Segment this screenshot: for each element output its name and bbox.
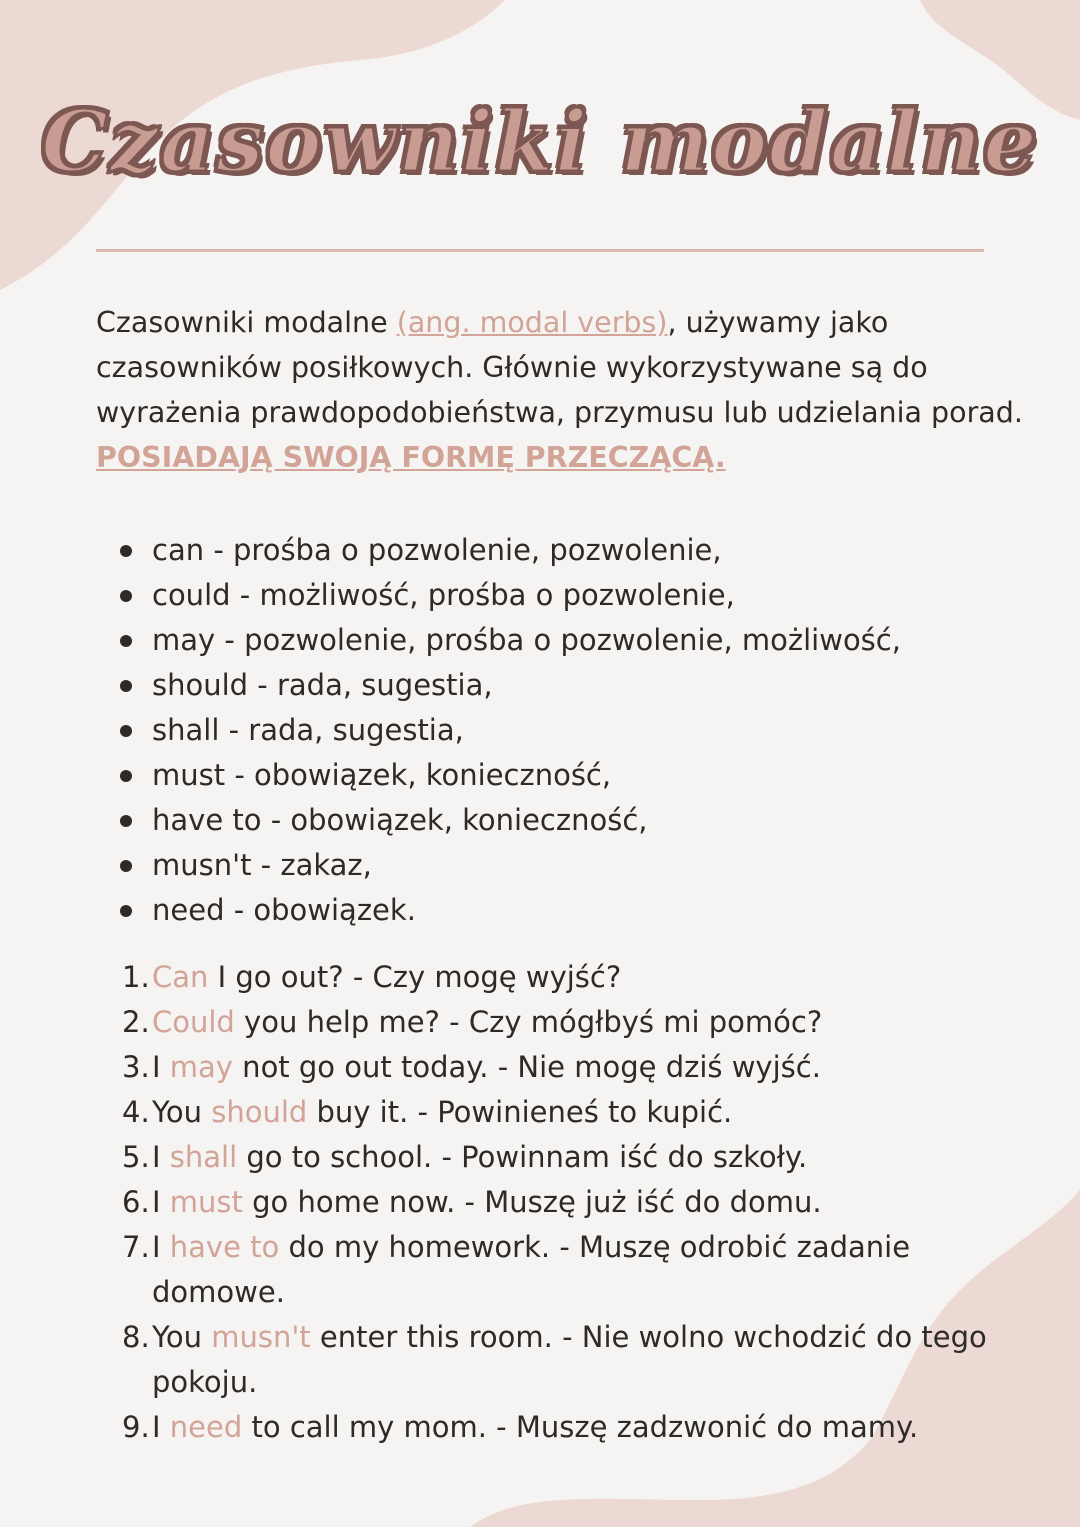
bullet-dot-icon bbox=[120, 680, 132, 692]
list-item: should - rada, sugestia, bbox=[112, 663, 901, 708]
example-number: 9. bbox=[122, 1410, 150, 1444]
bullet-dot-icon bbox=[120, 905, 132, 917]
modal-verbs-list bbox=[112, 528, 901, 933]
bullet-dot-icon bbox=[120, 590, 132, 602]
example-modal-verb: Can bbox=[152, 960, 209, 994]
bullet-dot-icon bbox=[120, 635, 132, 647]
example-rest: go to school. - Powinnam iść do szkoły. bbox=[237, 1140, 808, 1174]
example-rest: buy it. - Powinieneś to kupić. bbox=[307, 1095, 733, 1129]
verb: could bbox=[152, 578, 231, 612]
example-item bbox=[122, 1405, 1052, 1450]
example-rest: do my homework. - Muszę odrobić zadanie domowe. bbox=[152, 1230, 911, 1309]
verb: can bbox=[152, 533, 205, 567]
verb-meaning: pozwolenie, prośba o pozwolenie, możliwość, bbox=[244, 623, 901, 657]
list-item: need - obowiązek. bbox=[112, 888, 901, 933]
list-item: must - obowiązek, konieczność, bbox=[112, 753, 901, 798]
example-subject: You bbox=[152, 1095, 212, 1129]
list-item: could - możliwość, prośba o pozwolenie, bbox=[112, 573, 901, 618]
intro-emphasis: POSIADAJĄ SWOJĄ FORMĘ PRZECZĄCĄ. bbox=[96, 441, 726, 474]
example-item bbox=[122, 955, 1052, 1000]
example-item bbox=[122, 1045, 1052, 1090]
verb-meaning: rada, sugestia, bbox=[276, 668, 493, 702]
bullet-dot-icon bbox=[120, 860, 132, 872]
verb: must bbox=[152, 758, 226, 792]
example-sentences-list bbox=[122, 955, 1052, 1450]
example-modal-verb: musn't bbox=[211, 1320, 311, 1354]
example-item bbox=[122, 1180, 1052, 1225]
example-rest: enter this room. - Nie wolno wchodzić do tego pokoju. bbox=[152, 1320, 987, 1399]
example-modal-verb: may bbox=[169, 1050, 233, 1084]
example-rest: not go out today. - Nie mogę dziś wyjść. bbox=[232, 1050, 821, 1084]
example-modal-verb: shall bbox=[169, 1140, 238, 1174]
intro-paragraph bbox=[96, 300, 1036, 480]
example-modal-verb: have to bbox=[169, 1230, 280, 1264]
bullet-dot-icon bbox=[120, 770, 132, 782]
list-item: can - prośba o pozwolenie, pozwolenie, bbox=[112, 528, 901, 573]
list-item: musn't - zakaz, bbox=[112, 843, 901, 888]
example-number: 7. bbox=[122, 1230, 150, 1264]
example-item bbox=[122, 1135, 1052, 1180]
bullet-dot-icon bbox=[120, 725, 132, 737]
example-modal-verb: must bbox=[169, 1185, 243, 1219]
verb-meaning: możliwość, prośba o pozwolenie, bbox=[259, 578, 735, 612]
verb-meaning: obowiązek, konieczność, bbox=[254, 758, 612, 792]
example-number: 4. bbox=[122, 1095, 150, 1129]
verb-meaning: zakaz, bbox=[280, 848, 372, 882]
example-subject: I bbox=[152, 1185, 170, 1219]
example-rest: you help me? - Czy mógłbyś mi pomóc? bbox=[234, 1005, 823, 1039]
verb: may bbox=[152, 623, 216, 657]
example-rest: I go out? - Czy mogę wyjść? bbox=[208, 960, 622, 994]
example-subject: You bbox=[152, 1320, 212, 1354]
list-item: may - pozwolenie, prośba o pozwolenie, możliwość, bbox=[112, 618, 901, 663]
example-number: 5. bbox=[122, 1140, 150, 1174]
verb: need bbox=[152, 893, 225, 927]
page-title: Czasowniki modalne bbox=[41, 92, 1039, 191]
example-item bbox=[122, 1315, 1052, 1405]
intro-text-start: Czasowniki modalne bbox=[96, 306, 397, 339]
verb: should bbox=[152, 668, 249, 702]
example-number: 1. bbox=[122, 960, 150, 994]
example-number: 8. bbox=[122, 1320, 150, 1354]
example-subject: I bbox=[152, 1140, 170, 1174]
verb-meaning: rada, sugestia, bbox=[248, 713, 464, 747]
verb: shall bbox=[152, 713, 220, 747]
example-number: 6. bbox=[122, 1185, 150, 1219]
example-rest: go home now. - Muszę już iść do domu. bbox=[242, 1185, 822, 1219]
example-modal-verb: should bbox=[211, 1095, 308, 1129]
example-rest: to call my mom. - Muszę zadzwonić do mamy. bbox=[242, 1410, 919, 1444]
intro-english-term-link[interactable]: (ang. modal verbs) bbox=[396, 306, 668, 339]
example-subject: I bbox=[152, 1230, 170, 1264]
list-item: shall - rada, sugestia, bbox=[112, 708, 901, 753]
example-number: 3. bbox=[122, 1050, 150, 1084]
verb-meaning: prośba o pozwolenie, pozwolenie, bbox=[233, 533, 722, 567]
bullet-dot-icon bbox=[120, 545, 132, 557]
verb-meaning: obowiązek, konieczność, bbox=[290, 803, 648, 837]
verb-meaning: obowiązek. bbox=[253, 893, 416, 927]
example-item bbox=[122, 1225, 1052, 1315]
example-modal-verb: need bbox=[169, 1410, 243, 1444]
title-divider bbox=[96, 249, 984, 252]
bullet-dot-icon bbox=[120, 815, 132, 827]
verb: musn't bbox=[152, 848, 252, 882]
intro-text-body: , używamy jako czasowników posiłkowych. Głównie wykorzystywane są do wyrażenia prawdopodobieństwa, przymusu lub udzielania porad. bbox=[96, 306, 1023, 429]
example-item bbox=[122, 1090, 1052, 1135]
example-number: 2. bbox=[122, 1005, 150, 1039]
example-modal-verb: Could bbox=[152, 1005, 235, 1039]
list-item: have to - obowiązek, konieczność, bbox=[112, 798, 901, 843]
example-subject: I bbox=[152, 1410, 170, 1444]
example-item bbox=[122, 1000, 1052, 1045]
example-subject: I bbox=[152, 1050, 170, 1084]
verb: have to bbox=[152, 803, 262, 837]
